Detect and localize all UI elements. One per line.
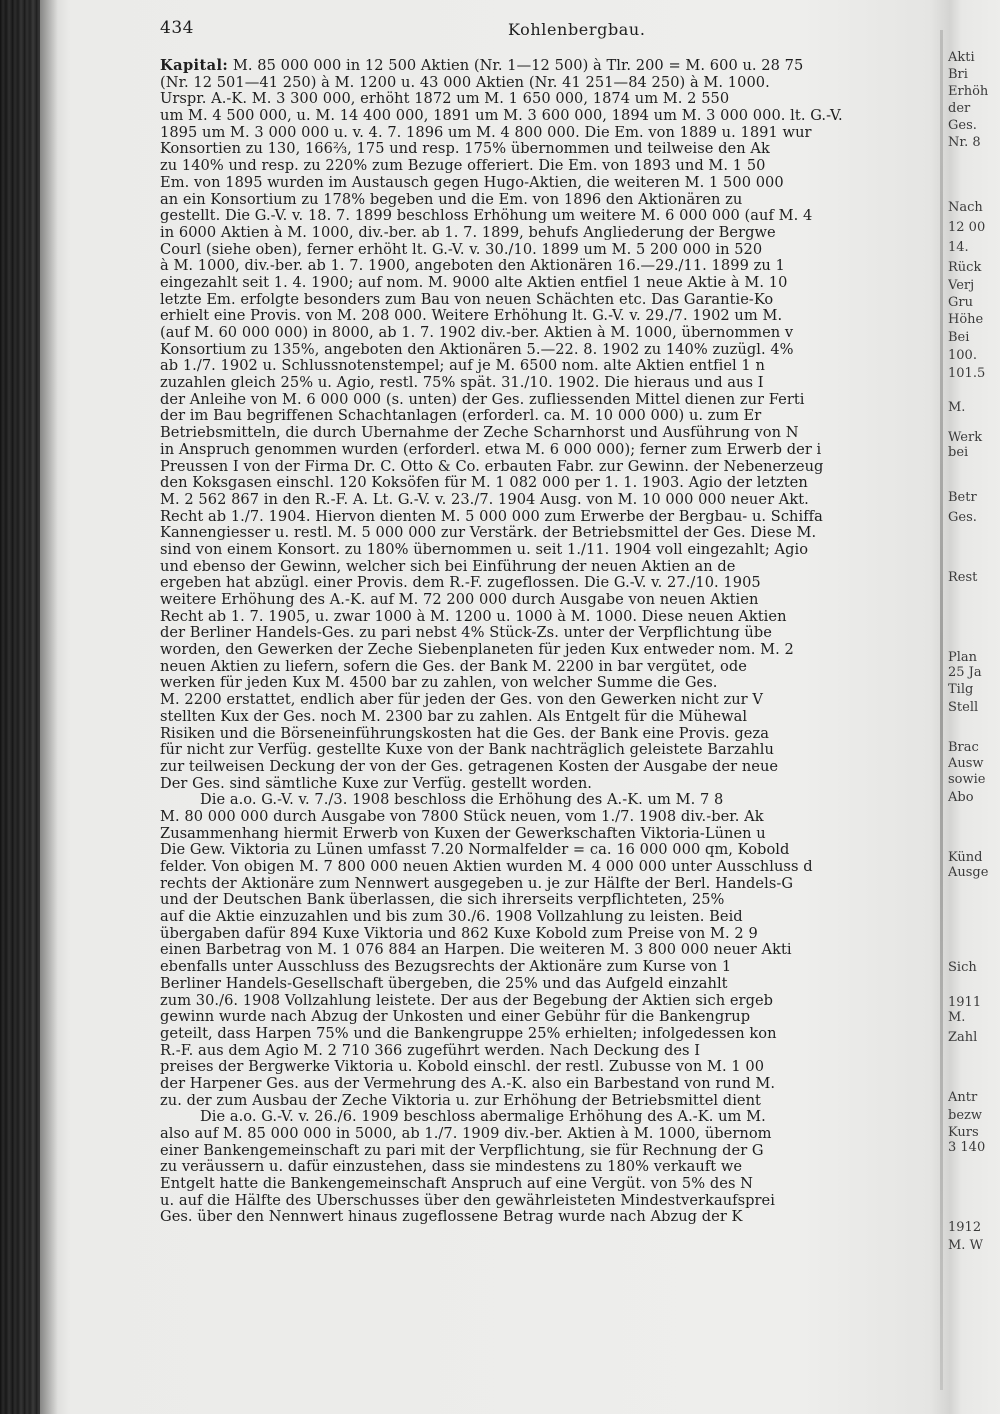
gutter-shadow [40, 0, 58, 1414]
text-line: einer Bankengemeinschaft zu pari mit der Verpflichtung, sie für Rechnung der G [160, 1142, 764, 1159]
text-line: Entgelt hatte die Bankengemeinschaft Anspruch auf eine Vergüt. von 5% des N [160, 1176, 753, 1193]
text-line: und der Deutschen Bank überlassen, die sich ihrerseits verpflichteten, 25% [160, 892, 725, 909]
text-line: an ein Konsortium zu 178% begeben und die Em. von 1896 den Aktionären zu [160, 191, 743, 208]
margin-fragment: M. [948, 1010, 966, 1025]
text-line: eingezahlt seit 1. 4. 1900; auf nom. M. 9000 alte Aktien entfiel 1 neue Aktie à M. 10 [160, 274, 788, 291]
margin-fragment: sowie [948, 772, 986, 787]
section-lead: Kapital: [160, 58, 229, 74]
text-column [160, 58, 930, 1226]
text-line: der Anleihe von M. 6 000 000 (s. unten) der Ges. zufliessenden Mittel dienen zur Ferti [160, 391, 805, 408]
margin-fragment: M. W [948, 1238, 983, 1253]
text-line: felder. Von obigen M. 7 800 000 neuen Aktien wurden M. 4 000 000 unter Ausschluss d [160, 859, 813, 875]
text-line: à M. 1000, div.-ber. ab 1. 7. 1900, angeboten den Aktionären 16.—29./11. 1899 zu 1 [160, 258, 785, 275]
text-line: werken für jeden Kux M. 4500 bar zu zahlen, von welcher Summe die Ges. [160, 675, 718, 692]
text-line: gewinn wurde nach Abzug der Unkosten und einer Gebühr für die Bankengrup [160, 1009, 751, 1026]
text-line: Zusammenhang hiermit Erwerb von Kuxen der Gewerkschaften Viktoria-Lünen u [160, 825, 766, 842]
text-line: für nicht zur Verfüg. gestellte Kuxe von der Bank nachträglich geleistete Barzahlu [160, 742, 774, 759]
text-line: Recht ab 1. 7. 1905, u. zwar 1000 à M. 1200 u. 1000 à M. 1000. Diese neuen Aktien [160, 608, 787, 625]
text-line: Courl (siehe oben), ferner erhöht lt. G.-V. v. 30./10. 1899 um M. 5 200 000 in 520 [160, 241, 763, 258]
text-line: den Koksgasen einschl. 120 Koksöfen für M. 1 082 000 per 1. 1. 1903. Agio der letzten [160, 475, 808, 492]
text-line: zu. der zum Ausbau der Zeche Viktoria u. zur Erhöhung der Betriebsmittel dient [160, 1092, 761, 1109]
margin-fragment: 14. [948, 240, 969, 255]
margin-fragment: Rück [948, 260, 982, 275]
text-line: erhielt eine Provis. von M. 208 000. Weitere Erhöhung lt. G.-V. v. 29./7. 1902 um M. [160, 308, 783, 325]
text-line: Ges. über den Nennwert hinaus zugeflossene Betrag wurde nach Abzug der K [160, 1209, 743, 1226]
margin-fragment: Plan [948, 650, 978, 665]
margin-fragment: Nr. 8 [948, 135, 981, 150]
text-line: Risiken und die Börseneinführungskosten hat die Ges. der Bank eine Provis. geza [160, 725, 769, 742]
margin-fragment: Tilg [948, 682, 974, 697]
text-line: zu 140% und resp. zu 220% zum Bezuge offeriert. Die Em. von 1893 und M. 1 50 [160, 158, 766, 175]
text-line: (Nr. 12 501—41 250) à M. 1200 u. 43 000 Aktien (Nr. 41 251—84 250) à M. 1000. [160, 74, 770, 91]
margin-fragment: 1911 [948, 995, 982, 1010]
text-line: geteilt, dass Harpen 75% und die Bankengruppe 25% erhielten; infolgedessen kon [160, 1025, 777, 1042]
line-text: M. 85 000 000 in 12 500 Aktien (Nr. 1—12 500) à Tlr. 200 = M. 600 u. 28 75 [228, 58, 804, 74]
text-line: preises der Bergwerke Viktoria u. Kobold einschl. der restl. Zubusse von M. 1 00 [160, 1059, 765, 1076]
margin-fragment: 3 140 [948, 1140, 986, 1155]
text-line: übergaben dafür 894 Kuxe Viktoria und 862 Kuxe Kobold zum Preise von M. 2 9 [160, 925, 758, 942]
facing-page-edge [940, 30, 943, 1390]
margin-fragment: Werk [948, 430, 983, 445]
text-line: Der Ges. sind sämtliche Kuxe zur Verfüg. gestellt worden. [160, 775, 592, 792]
margin-fragment: Antr [948, 1090, 978, 1105]
text-line: sind von einem Konsort. zu 180% übernommen u. seit 1./11. 1904 voll eingezahlt; Agio [160, 541, 809, 558]
text-line: Die a.o. G.-V. v. 7./3. 1908 beschloss die Erhöhung des A.-K. um M. 7 8 [200, 792, 724, 809]
text-line: Preussen I von der Firma Dr. C. Otto & Co. erbauten Fabr. zur Gewinn. der Nebenerzeug [160, 458, 824, 475]
text-line: der Harpener Ges. aus der Vermehrung des A.-K. also ein Barbestand von rund M. [160, 1075, 776, 1092]
text-line: Die Gew. Viktoria zu Lünen umfasst 7.20 Normalfelder = ca. 16 000 000 qm, Kobold [160, 842, 790, 859]
text-line: also auf M. 85 000 000 in 5000, ab 1./7. 1909 div.-ber. Aktien à M. 1000, übernom [160, 1126, 772, 1142]
text-line: Konsortien zu 130, 166⅔, 175 und resp. 175% übernommen und teilweise den Ak [160, 141, 770, 158]
text-line: M. 80 000 000 durch Ausgabe von 7800 Stück neuen, vom 1./7. 1908 div.-ber. Ak [160, 808, 764, 825]
text-line: um M. 4 500 000, u. M. 14 400 000, 1891 um M. 3 600 000, 1894 um M. 3 000 000. lt. G.-V. [160, 108, 843, 125]
margin-fragment: Kurs [948, 1125, 979, 1140]
margin-fragment: der [948, 101, 971, 116]
text-line: 1895 um M. 3 000 000 u. v. 4. 7. 1896 um M. 4 800 000. Die Em. von 1889 u. 1891 wur [160, 124, 812, 141]
text-line: weitere Erhöhung des A.-K. auf M. 72 200 000 durch Ausgabe von neuen Aktien [160, 592, 759, 608]
margin-fragment: Zahl [948, 1030, 978, 1045]
text-line: Em. von 1895 wurden im Austausch gegen Hugo-Aktien, die weiteren M. 1 500 000 [160, 174, 784, 191]
book-spine-shadow [0, 0, 40, 1414]
text-line: zuzahlen gleich 25% u. Agio, restl. 75% spät. 31./10. 1902. Die hieraus und aus I [160, 375, 764, 392]
margin-fragment: bezw [948, 1108, 982, 1123]
paragraph-kapital [160, 58, 930, 792]
margin-fragment: Ges. [948, 510, 977, 525]
text-line: M. 2 562 867 in den R.-F. A. Lt. G.-V. v. 23./7. 1904 Ausg. von M. 10 000 000 neuer Akt. [160, 491, 809, 508]
margin-fragment: Rest [948, 570, 978, 585]
margin-fragment: Bri [948, 67, 968, 82]
margin-fragment: Höhe [948, 312, 984, 327]
margin-fragment: Ges. [948, 118, 977, 133]
margin-fragment: 25 Ja [948, 665, 982, 680]
text-line: in Anspruch genommen wurden (erforderl. etwa M. 6 000 000); ferner zum Erwerb der i [160, 441, 822, 458]
margin-fragment: Brac [948, 740, 979, 755]
text-line [160, 58, 930, 75]
text-line: u. auf die Hälfte des Überschusses über den gewährleisteten Mindestverkaufsprei [160, 1192, 775, 1209]
margin-fragment: Abo [948, 790, 974, 805]
text-line: R.-F. aus dem Agio M. 2 710 366 zugeführt werden. Nach Deckung des I [160, 1042, 701, 1059]
running-title: Kohlenbergbau. [508, 20, 646, 39]
text-line: (auf M. 60 000 000) in 8000, ab 1. 7. 1902 div.-ber. Aktien à M. 1000, übernommen v [160, 325, 794, 341]
margin-fragment: Ausge [948, 865, 989, 880]
text-line: Die a.o. G.-V. v. 26./6. 1909 beschloss abermalige Erhöhung des A.-K. um M. [200, 1109, 766, 1126]
margin-fragment: Verj [948, 278, 975, 293]
margin-fragment: Betr [948, 490, 977, 505]
text-line: M. 2200 erstattet, endlich aber für jeden der Ges. von den Gewerken nicht zur V [160, 692, 763, 709]
margin-fragment: 1912 [948, 1220, 982, 1235]
margin-fragment: Bei [948, 330, 970, 345]
text-line: zur teilweisen Deckung der von der Ges. getragenen Kosten der Ausgabe der neue [160, 758, 779, 775]
text-line: gestellt. Die G.-V. v. 18. 7. 1899 beschloss Erhöhung um weitere M. 6 000 000 (auf M. 4 [160, 208, 813, 225]
text-line: rechts der Aktionäre zum Nennwert ausgegeben u. je zur Hälfte der Berl. Handels-G [160, 875, 794, 892]
text-line: Kannengiesser u. restl. M. 5 000 000 zur Verstärk. der Betriebsmittel der Ges. Diese M. [160, 525, 817, 542]
text-line: Urspr. A.-K. M. 3 300 000, erhöht 1872 um M. 1 650 000, 1874 um M. 2 550 [160, 91, 730, 108]
margin-fragment: bei [948, 445, 969, 460]
margin-fragment: Nach [948, 200, 983, 215]
facing-page-fragments [948, 50, 1000, 1300]
margin-fragment: Stell [948, 700, 979, 715]
margin-fragment: Akti [948, 50, 975, 65]
text-line: worden, den Gewerken der Zeche Siebenplaneten für jeden Kux entweder nom. M. 2 [160, 642, 794, 659]
margin-fragment: 12 00 [948, 220, 986, 235]
text-line: der Berliner Handels-Ges. zu pari nebst 4% Stück-Zs. unter der Verpflichtung übe [160, 625, 772, 642]
text-line: Konsortium zu 135%, angeboten den Aktionären 5.—22. 8. 1902 zu 140% zuzügl. 4% [160, 341, 794, 358]
text-line: zu veräussern u. dafür einzustehen, dass sie mindestens zu 180% verkauft we [160, 1159, 743, 1176]
text-line: stellten Kux der Ges. noch M. 2300 bar zu zahlen. Als Entgelt für die Mühewal [160, 708, 748, 725]
page-number: 434 [160, 18, 194, 38]
margin-fragment: 100. [948, 348, 977, 363]
text-line: Recht ab 1./7. 1904. Hiervon dienten M. 5 000 000 zum Erwerbe der Bergbau- u. Schiffa [160, 508, 823, 525]
margin-fragment: Sich [948, 960, 977, 975]
text-line: ergeben hat abzügl. einer Provis. dem R.-F. zugeflossen. Die G.-V. v. 27./10. 1905 [160, 575, 761, 592]
margin-fragment: Erhöh [948, 84, 989, 99]
text-line: einen Barbetrag von M. 1 076 884 an Harpen. Die weiteren M. 3 800 000 neuer Akti [160, 942, 792, 959]
text-line: Betriebsmitteln, die durch Übernahme der Zeche Scharnhorst und Ausführung von N [160, 425, 799, 442]
text-line: zum 30./6. 1908 Vollzahlung leistete. Der aus der Begebung der Aktien sich ergeb [160, 992, 774, 1009]
text-line: neuen Aktien zu liefern, sofern die Ges. der Bank M. 2200 in bar vergütet, ode [160, 658, 747, 675]
text-line: ebenfalls unter Ausschluss des Bezugsrechts der Aktionäre zum Kurse von 1 [160, 959, 732, 976]
text-line: und ebenso der Gewinn, welcher sich bei Einführung der neuen Aktien an de [160, 558, 736, 575]
text-line: ab 1./7. 1902 u. Schlussnotenstempel; auf je M. 6500 nom. alte Aktien entfiel 1 n [160, 358, 765, 375]
text-line: der im Bau begriffenen Schachtanlagen (erforderl. ca. M. 10 000 000) u. zum Er [160, 408, 762, 425]
margin-fragment: M. [948, 400, 966, 415]
text-line: Berliner Handels-Gesellschaft übergeben, die 25% und das Aufgeld einzahlt [160, 975, 728, 992]
paragraph-erhoehung-1909 [160, 1109, 930, 1226]
text-line: in 6000 Aktien à M. 1000, div.-ber. ab 1. 7. 1899, behufs Angliederung der Bergwe [160, 224, 776, 241]
margin-fragment: Gru [948, 295, 973, 310]
margin-fragment: Ausw [948, 756, 984, 771]
margin-fragment: Künd [948, 850, 983, 865]
text-line: letzte Em. erfolgte besonders zum Bau von neuen Schächten etc. Das Garantie-Ko [160, 291, 774, 308]
paragraph-erhoehung-1908 [160, 792, 930, 1109]
margin-fragment: 101.5 [948, 366, 986, 381]
text-line: auf die Aktie einzuzahlen und bis zum 30./6. 1908 Vollzahlung zu leisten. Beid [160, 909, 743, 926]
